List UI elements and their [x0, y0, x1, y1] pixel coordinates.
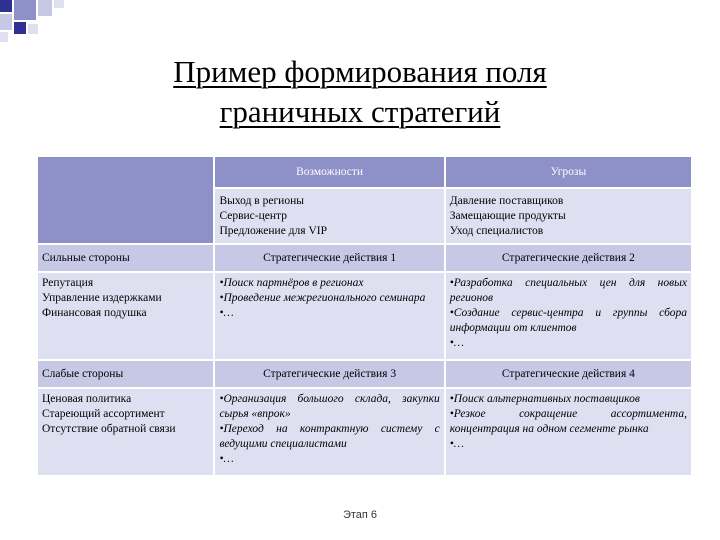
slide-footer: Этап 6 [342, 509, 378, 521]
strategy-table [36, 155, 693, 477]
decor-square [54, 0, 64, 8]
action2-title: Стратегические действия 2 [446, 245, 691, 271]
opportunities-list: Выход в регионы Сервис-центр Предложение для VIP [215, 189, 443, 243]
action3-title: Стратегические действия 3 [215, 361, 443, 387]
weaknesses-label: Слабые стороны [38, 361, 213, 387]
strengths-label: Сильные стороны [38, 245, 213, 271]
action1-title: Стратегические действия 1 [215, 245, 443, 271]
decor-square [0, 14, 12, 30]
decor-square [0, 0, 12, 12]
decor-square [14, 0, 36, 20]
strengths-list: Репутация Управление издержками Финансовая подушка [38, 273, 213, 359]
decor-square [14, 22, 26, 34]
threats-list: Давление поставщиков Замещающие продукты Уход специалистов [446, 189, 691, 243]
page-title: Пример формирования поля граничных стратегий [173, 54, 547, 129]
decor-square [0, 32, 8, 42]
weaknesses-list: Ценовая политика Стареющий ассортимент Отсутствие обратной связи [38, 389, 213, 475]
action1-list: •Поиск партнёров в регионах •Проведение межрегионального семинара •… [215, 273, 443, 359]
action4-title: Стратегические действия 4 [446, 361, 691, 387]
corner-cell [38, 157, 213, 243]
decor-square [38, 0, 52, 16]
header-threats: Угрозы [446, 157, 691, 187]
decor-square [28, 24, 38, 34]
header-opportunities: Возможности [215, 157, 443, 187]
action4-list: •Поиск альтернативных поставщиков •Резкое сокращение ассортимента, концентрация на одном сегменте рынка •… [446, 389, 691, 475]
action2-list: •Разработка специальных цен для новых регионов •Создание сервис-центра и группы сбора информации от клиентов •… [446, 273, 691, 359]
action3-list: •Организация большого склада, закупки сырья «впрок» •Переход на контрактную систему с ведущими специалистами •… [215, 389, 443, 475]
